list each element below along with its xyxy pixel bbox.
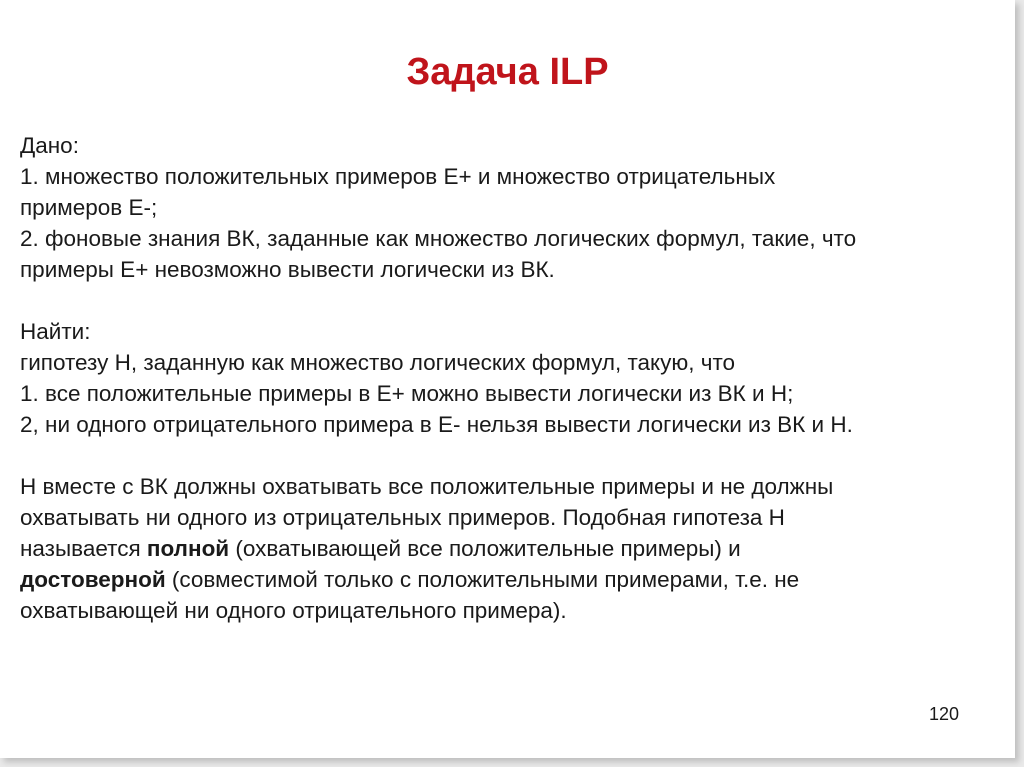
summary-line-3-pre: называется — [20, 536, 147, 561]
slide-title: Задача ILP — [406, 51, 609, 93]
paragraph-gap — [20, 440, 995, 471]
given-heading: Дано: — [20, 133, 79, 158]
paragraph-gap — [20, 285, 995, 316]
summary-line-2: охватывать ни одного из отрицательных примеров. Подобная гипотеза Н — [20, 505, 785, 530]
summary-line-3-post: (охватывающей все положительные примеры) и — [229, 536, 741, 561]
find-line-1: гипотезу Н, заданную как множество логических формул, такую, что — [20, 350, 736, 375]
given-item-2-line-1: 2. фоновые знания ВК, заданные как множество логических формул, такие, что — [20, 226, 857, 251]
summary-line-1: Н вместе с ВК должны охватывать все положительные примеры и не должны — [20, 474, 834, 499]
given-item-2-line-2: примеры Е+ невозможно вывести логически из ВК. — [20, 257, 555, 282]
slide-body — [20, 130, 995, 626]
page-number: 120 — [929, 704, 960, 724]
term-consistent: достоверной — [20, 567, 166, 592]
summary-line-4 — [20, 564, 995, 595]
find-heading: Найти: — [20, 319, 91, 344]
summary-line-5: охватывающей ни одного отрицательного примера). — [20, 598, 567, 623]
find-item-1: 1. все положительные примеры в Е+ можно вывести логически из ВК и Н; — [20, 381, 794, 406]
summary-line-4-post: (совместимой только с положительными примерами, т.е. не — [165, 567, 800, 592]
summary-line-3 — [20, 533, 995, 564]
given-item-1-line-2: примеров Е-; — [20, 195, 158, 220]
find-item-2: 2, ни одного отрицательного примера в Е- нельзя вывести логически из ВК и Н. — [20, 412, 853, 437]
given-item-1-line-1: 1. множество положительных примеров Е+ и множество отрицательных — [20, 164, 776, 189]
term-complete: полной — [146, 536, 230, 561]
